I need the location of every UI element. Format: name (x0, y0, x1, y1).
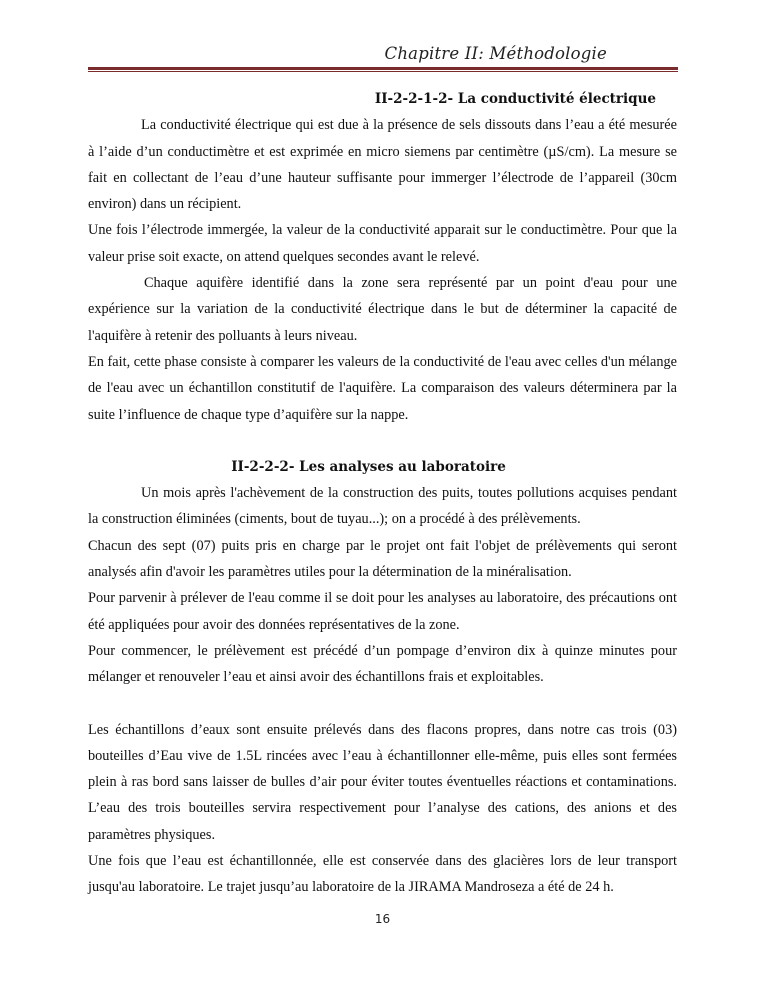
paragraph: Pour parvenir à prélever de l'eau comme il se doit pour les analyses au laboratoire, des précautions ont été appliquées pour avoir des données représentatives de la zone. (88, 590, 677, 633)
spacer (88, 428, 677, 454)
chapter-header: Chapitre II: Méthodologie (384, 44, 607, 63)
document-body (88, 86, 677, 901)
paragraph: Pour commencer, le prélèvement est précédé d’un pompage d’environ dix à quinze minutes pour mélanger et renouveler l’eau et ainsi avoir des échantillons frais et exploitables. (88, 642, 677, 686)
paragraph: Une fois l’électrode immergée, la valeur de la conductivité apparait sur le conductimètre. Pour que la valeur prise soit exacte, on attend quelques secondes avant le relevé. (88, 222, 677, 265)
paragraph: En fait, cette phase consiste à comparer les valeurs de la conductivité de l'eau avec celles d'un mélange de l'eau avec un échantillon constitutif de l'aquifère. La comparaison des valeurs déterminera par la suite l’influence de chaque type d’aquifère sur la nappe. (88, 353, 677, 423)
section-heading-lab: II-2-2-2- Les analyses au laboratoire (231, 458, 506, 475)
paragraph: Un mois après l'achèvement de la construction des puits, toutes pollutions acquises pendant la construction éliminées (ciments, bout de tuyau...); on a procédé à des prélèvements. (88, 485, 677, 528)
paragraph: Une fois que l’eau est échantillonnée, elle est conservée dans des glacières lors de leur transport jusqu'au laboratoire. Le trajet jusqu’au laboratoire de la JIRAMA Mandroseza a été de 24 h. (88, 853, 677, 896)
header-rule-thick (88, 67, 678, 70)
page-number: 16 (374, 912, 391, 926)
paragraph: Les échantillons d’eaux sont ensuite prélevés dans des flacons propres, dans notre cas trois (03) bouteilles d’Eau vive de 1.5L rincées avec l’eau à échantillonner elle-même, puis elles sont fermées plein à ras bord sans laisser de bulles d’air pour éviter toutes éventuelles réactions et contaminations. L’eau des trois bouteilles servira respectivement pour l’analyse des cations, des anions et des paramètres physiques. (88, 721, 677, 843)
paragraph: Chaque aquifère identifié dans la zone sera représenté par un point d'eau pour une expérience sur la variation de la conductivité électrique dans le but de déterminer la capacité de l'aquifère à retenir des polluants à leurs niveau. (88, 275, 677, 344)
spacer (88, 691, 677, 717)
paragraph: Chacun des sept (07) puits pris en charge par le projet ont fait l'objet de prélèvements qui seront analysés afin d'avoir les paramètres utiles pour la détermination de la minéralisation. (88, 537, 677, 581)
header-rule-thin (88, 71, 678, 72)
paragraph: La conductivité électrique qui est due à la présence de sels dissouts dans l’eau a été mesurée à l’aide d’un conductimètre et est exprimée en micro siemens par centimètre (µS/cm). La mesure se fait en collectant de l’eau d’une hauteur suffisante pour immerger l’électrode de l’appareil (30cm environ) dans un récipient. (88, 117, 677, 213)
section-heading-conductivity: II-2-2-1-2- La conductivité électrique (374, 91, 656, 107)
